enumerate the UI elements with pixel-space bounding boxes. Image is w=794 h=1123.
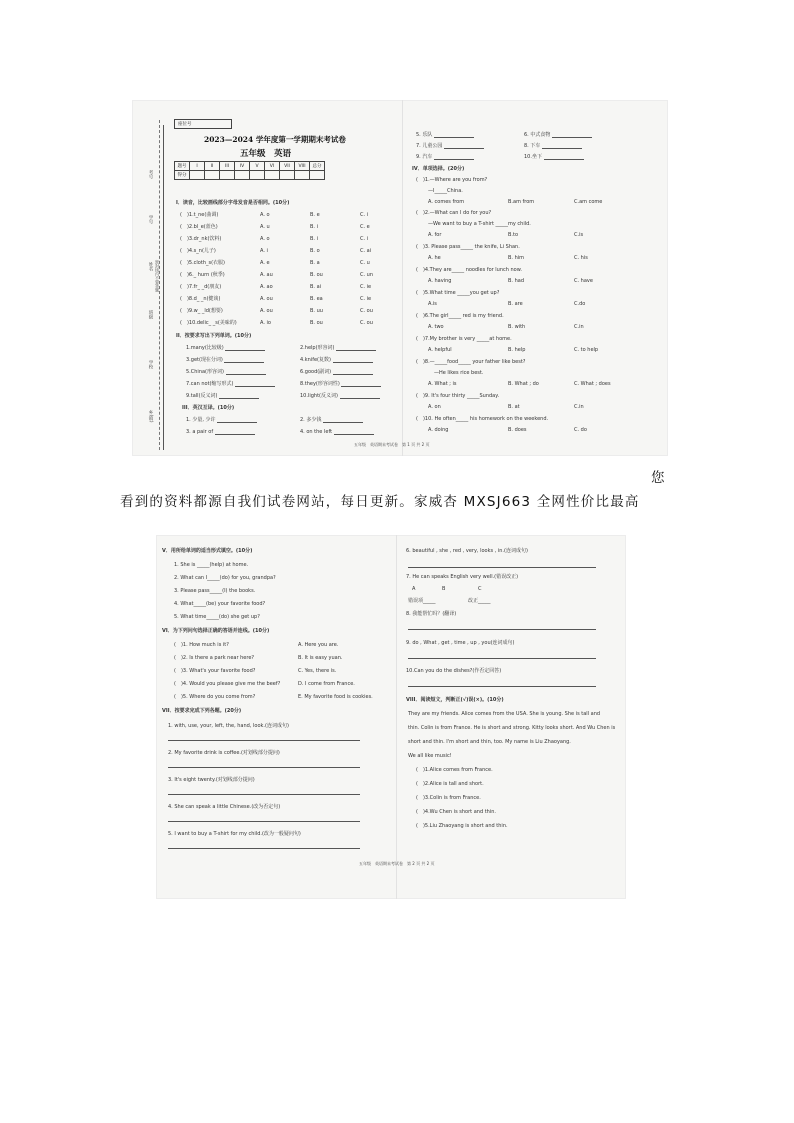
- q3-9: [416, 155, 474, 160]
- q4-3-c: C. his: [574, 255, 588, 261]
- q4-2-c: C.is: [574, 232, 584, 238]
- q1-1-c: C. i: [360, 212, 369, 218]
- q3-2-text: 2. 多少钱: [300, 417, 322, 423]
- q2-4: [300, 358, 373, 363]
- section-8-heading: VIII．阅读短文，判断正(√)误(×)。(10分): [406, 697, 504, 703]
- answer-blank[interactable]: [224, 358, 264, 363]
- page-fold: [396, 535, 397, 899]
- q2-9: [186, 394, 259, 399]
- q4-6: ( )6.The girl_____ red is my friend.: [416, 313, 504, 319]
- section-1-heading: I．读音，比较画线部分字母发音是否相同。(10分): [176, 200, 290, 206]
- answer-line[interactable]: [168, 790, 360, 795]
- q4-3-b: B. him: [508, 255, 525, 261]
- answer-blank[interactable]: [340, 394, 380, 399]
- q6-5-question: ( )5. Where do you come from?: [174, 694, 256, 700]
- q4-8-c: C. What ; does: [574, 381, 611, 387]
- answer-blank[interactable]: [552, 133, 592, 138]
- q1-5-b: B. a: [310, 260, 320, 266]
- side-label-town: 乡(镇): [148, 410, 153, 423]
- q4-10-b: B. does: [508, 427, 527, 433]
- q3-1-text: 1. 少量, 少许: [186, 417, 216, 423]
- q7-3: 3. It's eight twenty.(对划线部分提问): [168, 777, 255, 783]
- answer-blank[interactable]: [215, 430, 255, 435]
- q3-8: [524, 144, 582, 149]
- q1-4-b: B. o: [310, 248, 320, 254]
- q1-6: ( )6._ hurn (秋季): [180, 272, 225, 278]
- q2-10: [300, 394, 380, 399]
- q4-7-a: A. helpful: [428, 347, 452, 353]
- q3-7-text: 7. 儿童公园: [416, 143, 443, 149]
- q1-5-c: C. u: [360, 260, 370, 266]
- q4-5-b: B. are: [508, 301, 523, 307]
- q2-3: [186, 358, 264, 363]
- q4-2-a: A. for: [428, 232, 442, 238]
- q1-7-a: A. ao: [260, 284, 273, 290]
- q4-7: ( )7.My brother is very _____at home.: [416, 336, 512, 342]
- answer-blank[interactable]: [333, 358, 373, 363]
- q1-5-a: A. e: [260, 260, 270, 266]
- page-1-footer: 五年级 英语期末考试卷 第 1 页 共 2 页: [354, 442, 430, 447]
- answer-blank[interactable]: [434, 133, 474, 138]
- page-2-footer: 五年级 英语期末考试卷 第 2 页 共 2 页: [359, 861, 435, 866]
- q1-3-a: A. o: [260, 236, 270, 242]
- q4-8: ( )8.—_____food_____ your father like best?: [416, 359, 526, 365]
- q7-7-option-a: A: [412, 586, 416, 592]
- q1-7-b: B. ai: [310, 284, 322, 290]
- q7-1: 1. with, use, your, left, the, hand, look.(连词成句): [168, 723, 289, 729]
- answer-blank[interactable]: [235, 382, 275, 387]
- q1-6-b: B. ou: [310, 272, 323, 278]
- q5-3: 3. Please pass_____(I) the books.: [174, 588, 256, 594]
- q8-5: ( )5.Liu Zhaoyang is short and thin.: [416, 823, 508, 829]
- score-value-row: [175, 171, 325, 180]
- q6-5-answer: E. My favorite food is cookies.: [298, 694, 373, 700]
- side-label-school: 学校: [148, 360, 153, 369]
- q4-7-c: C. to help: [574, 347, 599, 353]
- q1-1-a: A. o: [260, 212, 270, 218]
- answer-blank[interactable]: [225, 346, 265, 351]
- q3-3-text: 3. a pair of: [186, 429, 214, 435]
- q3-8-text: 8. 下车: [524, 143, 541, 149]
- seat-number-box: [174, 119, 232, 129]
- exam-subtitle: 五年级 英语: [240, 149, 292, 159]
- q1-3-c: C. i: [360, 236, 369, 242]
- q6-2-answer: B. It is easy yuan.: [298, 655, 343, 661]
- q5-5: 5. What time_____(do) she get up?: [174, 614, 260, 620]
- q5-4: 4. What_____(be) your favorite food?: [174, 601, 266, 607]
- q4-9: ( )9. It's four thirty _____Sunday.: [416, 393, 500, 399]
- q2-8: [300, 382, 381, 387]
- q1-2-b: B. i: [310, 224, 318, 230]
- q5-1: 1. She is _____(help) at home.: [174, 562, 249, 568]
- q1-7: ( )7.fr_ _d(朋友): [180, 284, 222, 290]
- answer-blank[interactable]: [217, 418, 257, 423]
- q7-10: 10.Can you do the dishes?(作否定回答): [406, 668, 502, 674]
- ad-text-line1: 您: [651, 470, 666, 486]
- score-cell[interactable]: [235, 171, 250, 180]
- q2-5: [186, 370, 266, 375]
- q2-7: [186, 382, 275, 387]
- q4-5-a: A.is: [428, 301, 437, 307]
- q1-4: ( )4.s_n(儿子): [180, 248, 216, 254]
- q4-1-line2: —I_____China.: [428, 188, 463, 194]
- score-table: [174, 161, 325, 180]
- score-head-cell: I: [190, 162, 205, 171]
- q1-9: ( )9.w_ _ld(想要): [180, 308, 223, 314]
- q7-7-correction: 改正_____: [468, 598, 491, 604]
- q1-5: ( )5.cloth_s(衣服): [180, 260, 226, 266]
- q4-9-c: C.in: [574, 404, 584, 410]
- q8-1: ( )1.Alice comes from France.: [416, 767, 493, 773]
- q4-7-b: B. help: [508, 347, 526, 353]
- score-row-label: 得分: [175, 171, 190, 180]
- q4-2-b: B.to: [508, 232, 519, 238]
- q5-2: 2. What can I_____(do) for you, grandpa?: [174, 575, 276, 581]
- score-head-cell: VI: [265, 162, 280, 171]
- passage-line-4: We all like music!: [408, 753, 452, 759]
- q2-8-text: 8.they(形容词性): [300, 381, 340, 387]
- q2-6-text: 6.good(副词): [300, 369, 332, 375]
- q4-2-line2: —We want to buy a T-shirt _____my child.: [428, 221, 531, 227]
- q4-4-a: A. having: [428, 278, 452, 284]
- q3-6-text: 6. 中式食物: [524, 132, 551, 138]
- q7-6: 6. beautiful , she , red , very, looks , in.(连词成句): [406, 548, 528, 554]
- q4-10-a: A. doing: [428, 427, 449, 433]
- score-cell[interactable]: [205, 171, 220, 180]
- q6-4-question: ( )4. Would you please give me the beef?: [174, 681, 281, 687]
- answer-blank[interactable]: [333, 370, 373, 375]
- q4-3: ( )3. Please pass_____ the knife, Li Shan.: [416, 244, 520, 250]
- q7-4: 4. She can speak a little Chinese.(改为否定句): [168, 804, 281, 810]
- q3-3: [186, 430, 255, 435]
- q3-2: [300, 418, 363, 423]
- side-label-exam-no: 考号: [148, 170, 153, 179]
- q7-7-option-b: B: [442, 586, 446, 592]
- q1-8-c: C. ie: [360, 296, 372, 302]
- q7-7-option-c: C: [478, 586, 482, 592]
- q1-10-b: B. ou: [310, 320, 323, 326]
- q1-10-c: C. ou: [360, 320, 373, 326]
- score-head-cell: 题号: [175, 162, 190, 171]
- q3-1: [186, 418, 257, 423]
- side-label-class: 班级: [148, 310, 153, 319]
- answer-line[interactable]: [408, 625, 596, 630]
- score-head-cell: VIII: [295, 162, 310, 171]
- q3-5: [416, 133, 474, 138]
- q1-9-c: C. ou: [360, 308, 373, 314]
- q4-5: ( )5.What time _____you get up?: [416, 290, 500, 296]
- q4-4: ( )4.They are_____ noodles for lunch now.: [416, 267, 522, 273]
- q2-7-text: 7.can not(缩写形式): [186, 381, 234, 387]
- score-cell[interactable]: [190, 171, 205, 180]
- q8-3: ( )3.Colin is from France.: [416, 795, 481, 801]
- q2-9-text: 9.tall(反义词): [186, 393, 218, 399]
- score-cell[interactable]: [220, 171, 235, 180]
- q4-9-b: B. at: [508, 404, 520, 410]
- q1-8-b: B. ea: [310, 296, 323, 302]
- q3-6: [524, 133, 592, 138]
- q1-9-a: A. ou: [260, 308, 273, 314]
- q1-9-b: B. uu: [310, 308, 323, 314]
- q1-4-c: C. ai: [360, 248, 372, 254]
- q1-6-c: C. un: [360, 272, 374, 278]
- answer-blank[interactable]: [336, 346, 376, 351]
- q4-6-c: C.in: [574, 324, 584, 330]
- section-6-heading: VI．为下列问句选择正确的答语并连线。(10分): [162, 628, 270, 634]
- section-2-heading: II．按要求写出下列单词。(10分): [176, 333, 252, 339]
- q4-1-c: C.am come: [574, 199, 603, 205]
- q6-2-question: ( )2. Is there a park near here?: [174, 655, 255, 661]
- q2-5-text: 5.China(形容词): [186, 369, 224, 375]
- answer-line[interactable]: [168, 763, 360, 768]
- q6-4-answer: D. I come from France.: [298, 681, 355, 687]
- answer-blank[interactable]: [434, 155, 474, 160]
- score-head-cell: VII: [280, 162, 295, 171]
- answer-blank[interactable]: [334, 430, 374, 435]
- page-fold: [402, 100, 403, 456]
- q6-3-question: ( )3. What's your favorite food?: [174, 668, 256, 674]
- q6-1-answer: A. Here you are.: [298, 642, 339, 648]
- answer-blank[interactable]: [226, 370, 266, 375]
- score-cell[interactable]: [295, 171, 310, 180]
- q3-4-text: 4. on the left: [300, 429, 333, 435]
- score-cell[interactable]: [250, 171, 265, 180]
- q1-1: ( )1.t_ne(曲调): [180, 212, 219, 218]
- q8-2: ( )2.Alice is tall and short.: [416, 781, 484, 787]
- q4-9-a: A. on: [428, 404, 441, 410]
- q3-5-text: 5. 乐队: [416, 132, 433, 138]
- section-5-heading: V．用所给单词的适当形式填空。(10分): [162, 548, 253, 554]
- q6-1-question: ( )1. How much is it?: [174, 642, 229, 648]
- q3-7: [416, 144, 484, 149]
- score-cell[interactable]: [265, 171, 280, 180]
- q2-10-text: 10.light(反义词): [300, 393, 338, 399]
- q7-8: 8. 我能帮忙吗？(翻译): [406, 611, 457, 617]
- answer-blank[interactable]: [341, 382, 381, 387]
- q4-4-c: C. have: [574, 278, 593, 284]
- q8-4: ( )4.Wu Chen is short and thin.: [416, 809, 496, 815]
- q4-8-a: A. What ; is: [428, 381, 457, 387]
- ad-text-line2: 看到的资料都源自我们试卷网站，每日更新。家威杏 MXSJ663 全网性价比最高: [120, 494, 640, 510]
- q4-10-c: C. do: [574, 427, 587, 433]
- answer-blank[interactable]: [219, 394, 259, 399]
- q4-1: ( )1.—Where are you from?: [416, 177, 488, 183]
- answer-line[interactable]: [408, 682, 596, 687]
- q4-1-a: A. comes from: [428, 199, 465, 205]
- q1-3-b: B. i: [310, 236, 318, 242]
- answer-line[interactable]: [408, 654, 596, 659]
- q1-8-a: A. ou: [260, 296, 273, 302]
- score-head-cell: II: [205, 162, 220, 171]
- score-head-cell: 总分: [310, 162, 325, 171]
- q1-3: ( )3.dr_nk(饮料): [180, 236, 222, 242]
- q1-10-a: A. io: [260, 320, 271, 326]
- side-label-seal-warning: 密封线内不要答题: [155, 260, 160, 292]
- q2-2-text: 2.help(形容词): [300, 345, 335, 351]
- q7-2: 2. My favorite drink is coffee.(对划线部分提问): [168, 750, 280, 756]
- q4-3-a: A. he: [428, 255, 441, 261]
- margin-line: [163, 125, 164, 450]
- q1-4-a: A. i: [260, 248, 268, 254]
- q7-5: 5. I want to buy a T-shirt for my child.(改为一般疑问句): [168, 831, 301, 837]
- score-head-cell: IV: [235, 162, 250, 171]
- side-label-name: 姓名: [148, 262, 153, 271]
- answer-blank[interactable]: [544, 155, 584, 160]
- answer-blank[interactable]: [323, 418, 363, 423]
- side-label-student-no: 学号: [148, 215, 153, 224]
- passage-line-2: thin. Colin is from France. He is short and strong. Kitty looks short. And Wu Chen is: [408, 725, 616, 731]
- answer-line[interactable]: [168, 736, 360, 741]
- q7-9: 9. do , What , get , time , up , you(连词成句): [406, 640, 515, 646]
- passage-line-1: They are my friends. Alice comes from the USA. She is young. She is tall and: [408, 711, 601, 717]
- score-head-cell: V: [250, 162, 265, 171]
- q1-2: ( )2.bl_e(蓝色): [180, 224, 218, 230]
- q2-6: [300, 370, 373, 375]
- answer-blank[interactable]: [444, 144, 484, 149]
- q2-1: [186, 346, 265, 351]
- q1-2-c: C. e: [360, 224, 370, 230]
- q4-10: ( )10. He often_____ his homework on the weekend.: [416, 416, 549, 422]
- score-cell[interactable]: [310, 171, 325, 180]
- q6-3-answer: C. Yes, there is.: [298, 668, 337, 674]
- answer-line[interactable]: [408, 563, 596, 568]
- q7-7: 7. He can speaks English very well.(错误改正): [406, 574, 519, 580]
- q1-8: ( )8.d_ _n(健谈): [180, 296, 221, 302]
- section-7-heading: VII．按要求完成下列各题。(20分): [162, 708, 242, 714]
- section-3-heading: III．英汉互译。(10分): [182, 405, 235, 411]
- passage-line-3: short and thin. I'm short and thin, too. My name is Liu Zhaoyang.: [408, 739, 571, 745]
- q1-2-a: A. u: [260, 224, 270, 230]
- q1-1-b: B. e: [310, 212, 320, 218]
- q4-4-b: B. had: [508, 278, 525, 284]
- q2-4-text: 4.knife(复数): [300, 357, 331, 363]
- score-header-row: [175, 162, 325, 171]
- q4-1-b: B.am from: [508, 199, 535, 205]
- answer-line[interactable]: [168, 817, 360, 822]
- q4-8-b: B. What ; do: [508, 381, 539, 387]
- q2-3-text: 3.get(现在分词): [186, 357, 223, 363]
- q3-9-text: 9. 汽车: [416, 154, 433, 160]
- score-cell[interactable]: [280, 171, 295, 180]
- exam-sheet-page-2: [156, 535, 626, 899]
- seat-number-label: 座位号: [178, 122, 192, 127]
- q1-10: ( )10.delic_ _s(美味的): [180, 320, 237, 326]
- section-4-heading: IV．单项选择。(20分): [412, 166, 465, 172]
- q4-6-a: A. two: [428, 324, 444, 330]
- exam-sheet-page-1: [132, 100, 668, 456]
- q3-10: [524, 155, 584, 160]
- answer-line[interactable]: [168, 844, 360, 849]
- q4-5-c: C.do: [574, 301, 586, 307]
- q1-7-c: C. ie: [360, 284, 372, 290]
- q7-7-wrong-item: 错误项_____: [408, 598, 436, 604]
- q3-10-text: 10.坐下: [524, 154, 542, 160]
- answer-blank[interactable]: [542, 144, 582, 149]
- exam-title: 2023—2024 学年度第一学期期末考试卷: [204, 135, 346, 144]
- q3-4: [300, 430, 374, 435]
- q2-2: [300, 346, 376, 351]
- q4-2: ( )2.—What can I do for you?: [416, 210, 492, 216]
- score-head-cell: III: [220, 162, 235, 171]
- q4-6-b: B. with: [508, 324, 526, 330]
- q1-6-a: A. au: [260, 272, 273, 278]
- q2-1-text: 1.many(比较级): [186, 345, 224, 351]
- q4-8-line2: —He likes rice best.: [434, 370, 484, 376]
